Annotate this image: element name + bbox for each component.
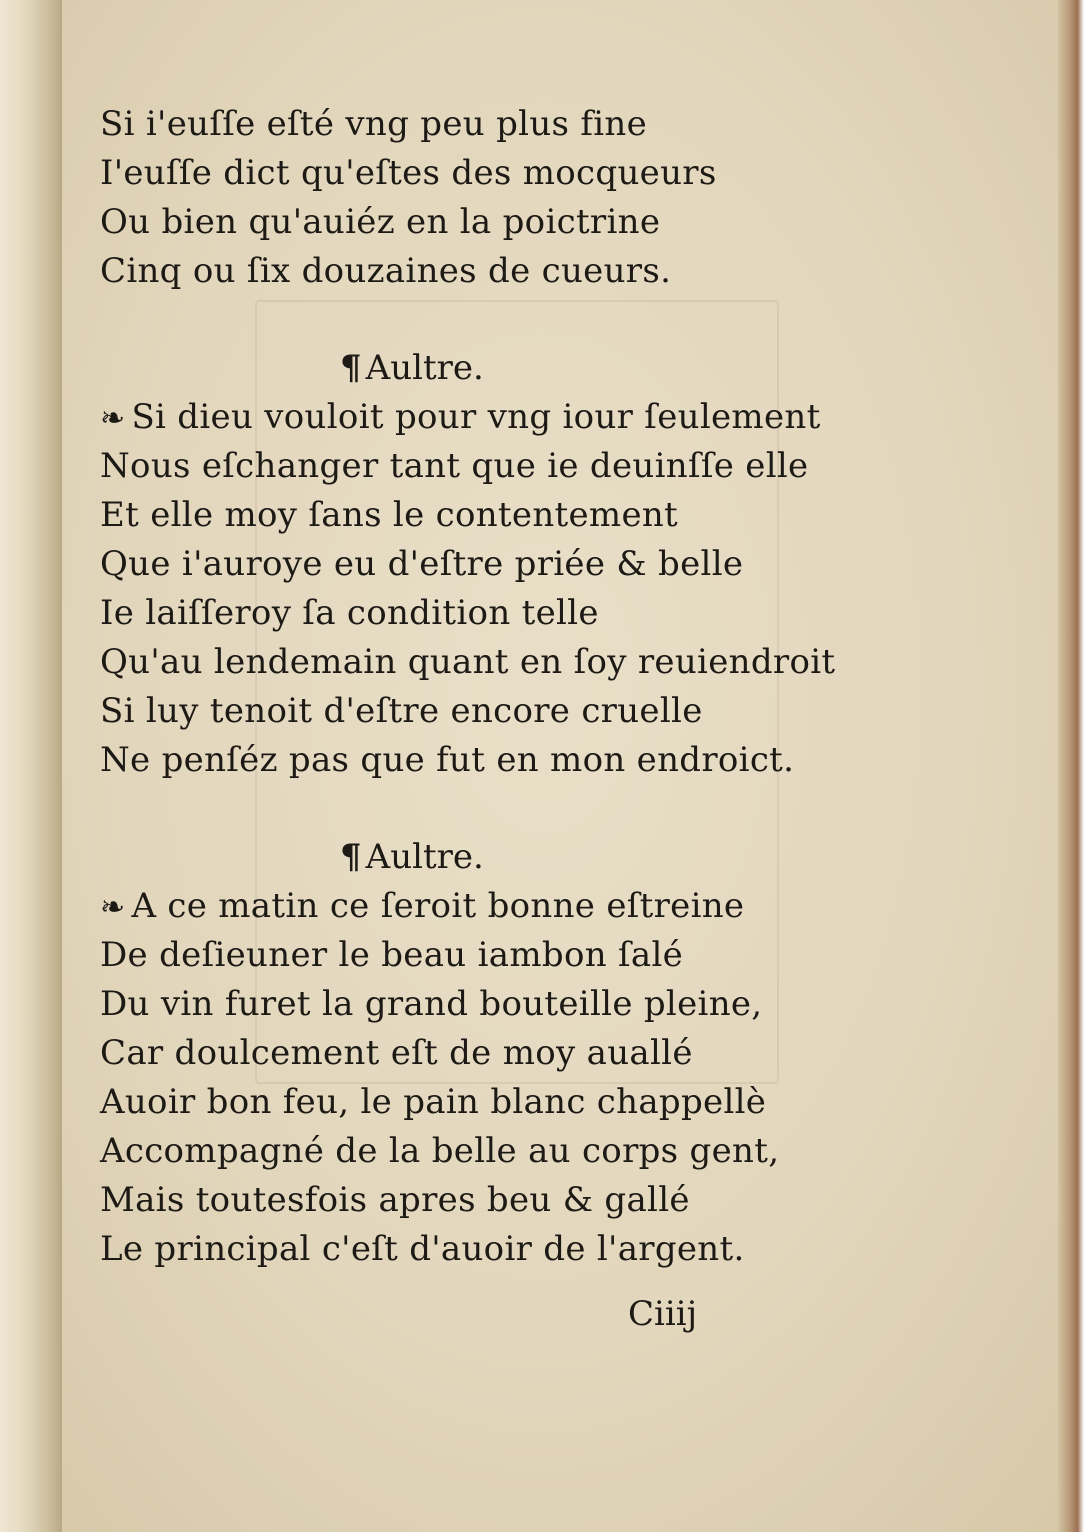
stanza-gap (100, 296, 900, 344)
stanza-1-line-1: Si i'euſſe eſté vng peu plus fine (100, 104, 648, 144)
stanza-2-line-3: Et elle moy ſans le contentement (100, 495, 679, 535)
stanza-3-heading (100, 833, 900, 882)
stanza-2-line-1 (100, 393, 900, 442)
stanza-2-heading-text: Aultre. (365, 348, 484, 388)
stanza-3-line-1 (100, 882, 900, 931)
stanza-2-line-4: Que i'auroye eu d'eſtre priée & belle (100, 544, 744, 584)
stanza-3-line-6: Accompagné de la belle au corps gent, (100, 1131, 780, 1171)
stanza-3-heading-text: Aultre. (365, 837, 484, 877)
stanza-3-line-1-text: A ce matin ce ſeroit bonne eſtreine (131, 886, 745, 926)
fleuron-icon: ❧ (100, 401, 126, 436)
stanza-1-line-3: Ou bien qu'auiéz en la poictrine (100, 202, 661, 242)
stanza-2-line-8: Ne penſéz pas que fut en mon endroict. (100, 740, 795, 780)
stanza-3-line-4: Car doulcement eſt de moy auallé (100, 1033, 693, 1073)
pilcrow-icon: ¶ (340, 348, 362, 388)
stanza-2-heading (100, 344, 900, 393)
stanza-2-line-5: Ie laiſſeroy ſa condition telle (100, 593, 599, 633)
signature-mark: Ciiij (628, 1294, 698, 1334)
stanza-3-line-5: Auoir bon feu, le pain blanc chappellè (100, 1082, 767, 1122)
stanza-3-line-3: Du vin furet la grand bouteille pleine, (100, 984, 763, 1024)
stanza-1-line-4: Cinq ou ſix douzaines de cueurs. (100, 251, 672, 291)
fleuron-icon: ❧ (100, 890, 126, 925)
stanza-gap (100, 785, 900, 833)
stanza-3-line-8: Le principal c'eſt d'auoir de l'argent. (100, 1229, 745, 1269)
poem-text (100, 100, 900, 1274)
stanza-2-line-1-text: Si dieu vouloit pour vng iour ſeulement (131, 397, 821, 437)
stanza-3-line-2: De deſieuner le beau iambon ſalé (100, 935, 684, 975)
stanza-1-line-2: I'euſſe dict qu'eſtes des mocqueurs (100, 153, 717, 193)
stanza-3-line-7: Mais toutesfois apres beu & gallé (100, 1180, 690, 1220)
stanza-2-line-6: Qu'au lendemain quant en ſoy reuiendroit (100, 642, 836, 682)
stanza-2-line-7: Si luy tenoit d'eſtre encore cruelle (100, 691, 703, 731)
page-edge (1058, 0, 1084, 1532)
page-gutter (0, 0, 62, 1532)
stanza-2-line-2: Nous eſchanger tant que ie deuinſſe elle (100, 446, 809, 486)
pilcrow-icon: ¶ (340, 837, 362, 877)
